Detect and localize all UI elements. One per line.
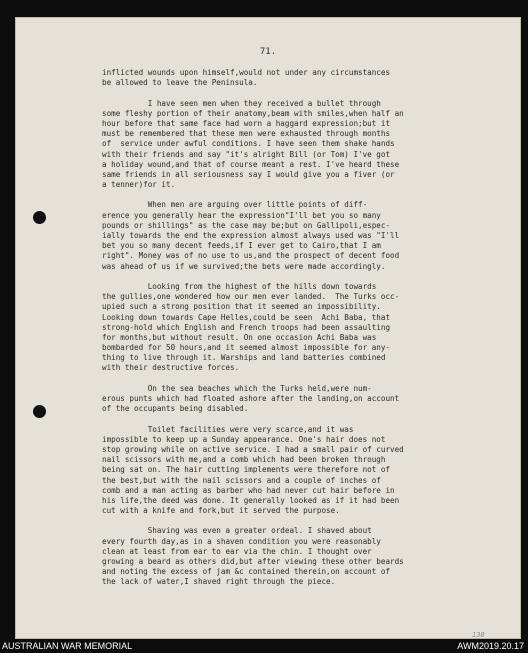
text-line: was ahead of us if we survived;the bets were made accordingly. <box>102 261 386 271</box>
text-line: upied such a strong position that it seemed an impossibility. <box>102 302 381 312</box>
text-line: right". Money was of no use to us,and the prospect of decent food <box>102 251 400 261</box>
text-line: growing a beard as others did,but after viewing these other beards <box>102 557 404 566</box>
text-line: When men are arguing over little points of diff- <box>102 200 368 210</box>
footer-accession-number: AWM2019.20.17 <box>457 641 524 651</box>
text-line: erous punts which had floated ashore after the landing,on account <box>102 394 400 403</box>
footer-institution: AUSTRALIAN WAR MEMORIAL <box>2 641 133 651</box>
text-line: being sat on. The hair cutting implements were therefore not of <box>102 465 391 475</box>
text-line: Looking from the highest of the hills down towards <box>102 281 377 291</box>
text-line: of the occupants being disabled. <box>102 404 249 414</box>
text-line: and noting the excess of jam &c contained therein,on account of <box>102 567 391 577</box>
text-line: I have seen men when they received a bullet through <box>102 98 381 108</box>
paragraph-gap <box>102 414 497 424</box>
text-line: the lack of water,I shaved right through the piece. <box>102 577 336 587</box>
text-line: nail scissors with me,and a comb which had been broken through <box>102 455 386 465</box>
text-line: every fourth day,as in a shaven condition you were reasonably <box>102 536 381 546</box>
text-line: strong-hold which English and French troops had been assaulting <box>102 322 391 332</box>
paragraph-gap <box>102 88 497 98</box>
document-page <box>16 18 520 638</box>
text-line: a holiday wound,and that of course meant a rest. I've heard these <box>102 159 400 169</box>
punch-hole <box>33 211 46 224</box>
text-line: pounds or shillings" as the case may be;but on Gallipoli,espec- <box>102 220 391 230</box>
text-line: be allowed to leave the Peninsula. <box>102 78 258 88</box>
text-line: hour before that same face had worn a haggard expression;but it <box>102 118 391 128</box>
text-line: for months,but without result. On one occasion Achi Baba was <box>102 332 377 342</box>
punch-hole <box>33 405 46 418</box>
text-line: ially towards the end the expression almost always used was "I'll <box>102 231 400 240</box>
text-line: clean at least from ear to ear via the chin. I thought over <box>102 546 372 556</box>
text-line: Toilet facilities were very scarce,and it was <box>102 424 354 434</box>
page-number: 71. <box>259 47 277 57</box>
text-line: bet you so many decent feeds,if I ever get to Cairo,that I am <box>102 241 381 251</box>
text-line: the best,but with the nail scissors and a couple of inches of <box>102 475 381 485</box>
paragraph-gap <box>102 374 497 384</box>
paragraph-gap <box>102 516 497 526</box>
paragraph-gap <box>102 190 497 200</box>
text-line: cut with a knife and fork,but it served the purpose. <box>102 506 340 516</box>
text-line: same friends in all seriousness say I would give you a fiver (or <box>102 169 395 179</box>
text-line: with their destructive forces. <box>102 363 240 373</box>
pencil-annotation: 130 <box>472 631 485 639</box>
text-line: On the sea beaches which the Turks held,were num- <box>102 383 372 393</box>
text-line: a tenner)for it. <box>102 180 176 190</box>
text-line: Shaving was even a greater ordeal. I shaved about <box>102 526 372 536</box>
text-line: the gullies,one wondered how our men ever landed. The Turks occ- <box>102 292 400 302</box>
text-line: with their friends and say "it's alright Bill (or Tom) I've got <box>102 149 391 159</box>
text-line: comb and a man acting as barber who had never cut hair before in <box>102 485 395 495</box>
text-line: some fleshy portion of their anatomy,beam with smiles,when half an <box>102 108 404 118</box>
text-line: thing to live through it. Warships and land batteries combined <box>102 353 386 363</box>
typed-text-body <box>102 68 497 588</box>
text-line: bombarded for 50 hours,and it seemed almost impossible for any- <box>102 343 391 353</box>
text-line: inflicted wounds upon himself,would not under any circumstances <box>102 68 391 77</box>
text-line: stop growing while on active service. I had a small pair of curved <box>102 444 404 454</box>
text-line: Looking down towards Cape Helles,could be seen Achi Baba, that <box>102 312 391 322</box>
text-line: of service under awful conditions. I have seen them shake hands <box>102 139 395 149</box>
text-line: must be remembered that these men were exhausted through months <box>102 129 391 139</box>
text-line: impossible to keep up a Sunday appearance. One's hair does not <box>102 434 386 444</box>
paragraph-gap <box>102 272 497 282</box>
text-line: his life,the deed was done. It generally looked as if it had been <box>102 495 400 505</box>
text-line: erence you generally hear the expression"I'll bet you so many <box>102 210 381 220</box>
